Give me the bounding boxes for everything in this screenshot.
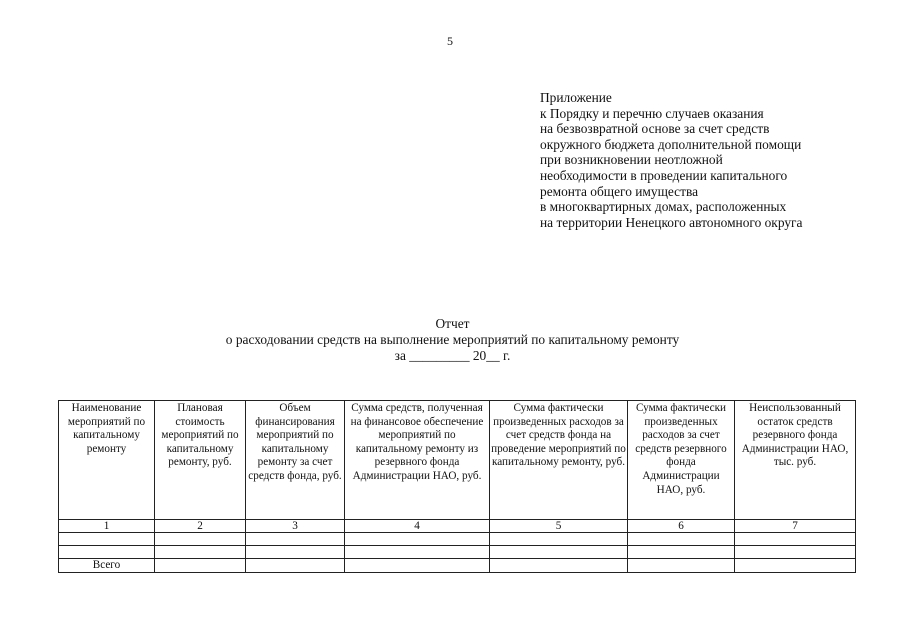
header-cell: Сумма фактически произведенных расходов за счет средств резервного фонда Администрации НАО, руб. [628,401,735,520]
page-number: 5 [447,34,453,48]
table-cell [628,559,735,573]
column-number-cell: 2 [155,520,246,533]
header-cell: Сумма фактически произведенных расходов за счет средств фонда на проведение мероприятий по капитальному ремонту, руб. [490,401,628,520]
appendix-line: на территории Ненецкого автономного округа [540,214,803,230]
table-cell [246,559,345,573]
table-cell [345,546,490,559]
appendix-line: к Порядку и перечню случаев оказания [540,105,764,121]
table-cell [155,533,246,546]
header-cell: Плановая стоимость мероприятий по капитальному ремонту, руб. [155,401,246,520]
column-number-cell: 4 [345,520,490,533]
total-row [59,559,856,573]
appendix-line: окружного бюджета дополнительной помощи [540,136,802,152]
appendix-line: при возникновении неотложной [540,152,723,168]
header-cell: Неиспользованный остаток средств резервного фонда Администрации НАО, тыс. руб. [735,401,856,520]
report-title: Отчет [435,316,470,331]
column-number-cell: 3 [246,520,345,533]
table-cell [345,533,490,546]
table-cell [59,546,155,559]
table-cell [345,559,490,573]
table-cell [155,546,246,559]
column-number-cell: 6 [628,520,735,533]
table-cell [246,546,345,559]
table-cell [155,559,246,573]
report-subtitle: о расходовании средств на выполнение мероприятий по капитальному ремонту [225,332,680,347]
header-cell: Сумма средств, полученная на финансовое обеспечение мероприятий по капитальному ремонту из резервного фонда Администрации НАО, руб. [345,401,490,520]
appendix-line: ремонта общего имущества [540,183,699,199]
table-row [59,533,856,546]
table-cell [59,533,155,546]
appendix-line: в многоквартирных домах, расположенных [540,199,787,215]
total-label: Всего [59,559,155,573]
table-header-row [59,401,856,520]
appendix-block [540,90,802,230]
header-cell: Наименование мероприятий по капитальному ремонту [59,401,155,520]
report-heading [0,316,905,364]
header-cell: Объем финансирования мероприятий по капитальному ремонту за счет средств фонда, руб. [246,401,345,520]
column-number-cell: 7 [735,520,856,533]
appendix-line: необходимости в проведении капитального [540,167,788,183]
table-cell [735,559,856,573]
table-cell [735,546,856,559]
column-number-cell: 1 [59,520,155,533]
column-number-cell: 5 [490,520,628,533]
report-table [58,400,856,573]
table-cell [735,533,856,546]
report-period: за _________ 20__ г. [394,348,511,363]
table-cell [490,533,628,546]
table-row [59,546,856,559]
table-cell [490,546,628,559]
table-cell [628,533,735,546]
table-cell [246,533,345,546]
column-number-row [59,520,856,533]
table-cell [490,559,628,573]
appendix-line: Приложение [540,90,612,105]
table-cell [628,546,735,559]
appendix-line: на безвозвратной основе за счет средств [540,121,770,137]
